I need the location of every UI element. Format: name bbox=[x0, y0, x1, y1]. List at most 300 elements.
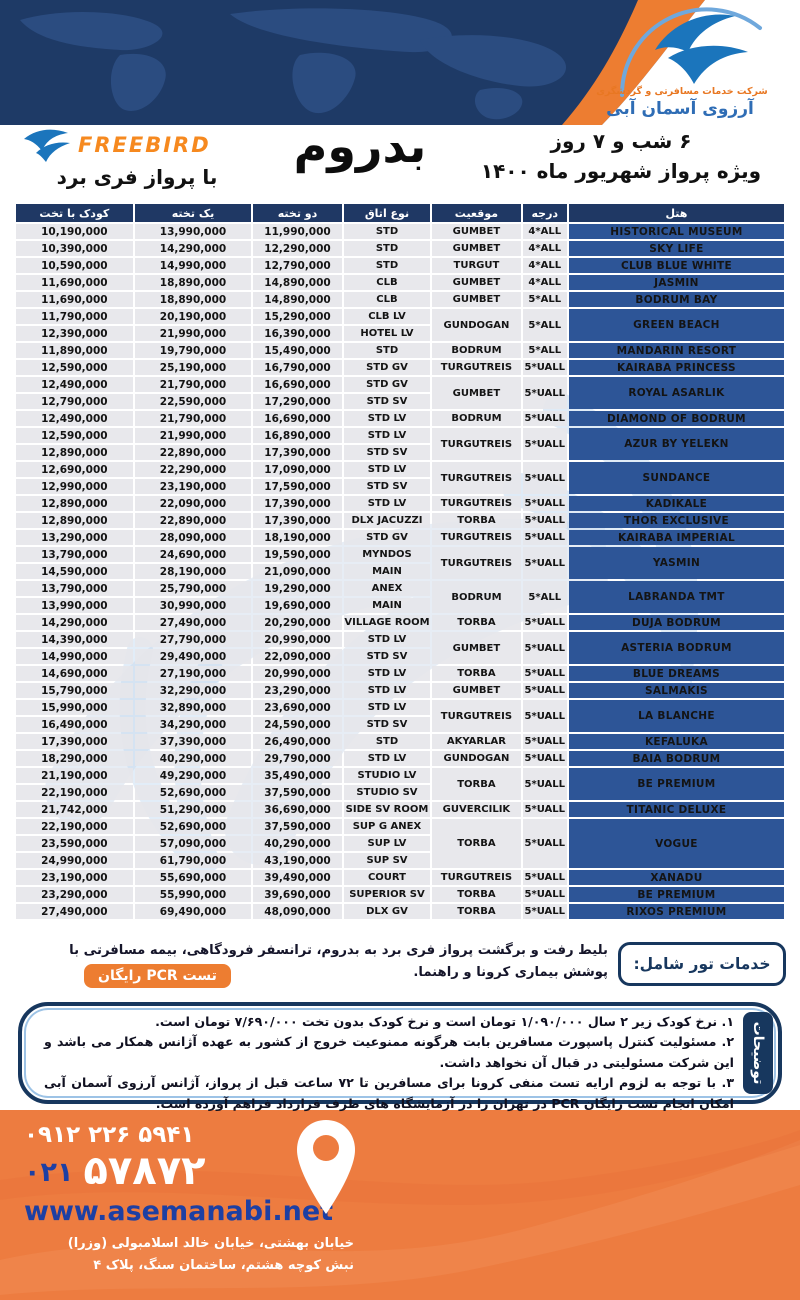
price-single-cell: 27,490,000 bbox=[135, 615, 252, 630]
location-cell: GUMBET bbox=[432, 292, 520, 307]
grade-cell: 5*UALL bbox=[524, 906, 565, 917]
grade-cell: 5*UALL bbox=[523, 377, 567, 409]
price-single-cell: 21,990,000 bbox=[135, 326, 252, 341]
hotel-cell: LABRANDA TMT bbox=[569, 581, 784, 613]
price-double-cell: 17,590,000 bbox=[253, 479, 341, 494]
hotel-cell: MANDARIN RESORT bbox=[569, 343, 784, 358]
services-label-box bbox=[618, 942, 786, 986]
price-single-cell: 21,990,000 bbox=[135, 428, 252, 443]
room-type-cell: STD SV bbox=[344, 479, 430, 494]
tour-month: ویژه پرواز شهریور ماه ۱۴۰۰ bbox=[480, 159, 762, 183]
price-single-cell: 14,990,000 bbox=[135, 258, 252, 273]
note-item-1: ۱. نرخ کودک زیر ۲ سال ۱/۰۹۰/۰۰۰ تومان است و نرخ کودک بدون تخت ۷/۶۹۰/۰۰۰ تومان است. bbox=[155, 1014, 734, 1029]
table-row bbox=[16, 632, 784, 647]
room-type-cell: STD GV bbox=[344, 377, 430, 392]
table-row bbox=[16, 224, 784, 239]
room-type-cell: CLB bbox=[344, 292, 430, 307]
price-child-cell: 14,590,000 bbox=[16, 564, 133, 579]
room-type-cell: DLX JACUZZI bbox=[344, 513, 430, 528]
hotel-cell: SALMAKIS bbox=[569, 683, 784, 698]
grade-cell: 5*UALL bbox=[524, 736, 565, 747]
grade-cell: 5*UALL bbox=[524, 617, 565, 628]
grade-cell: 5*UALL bbox=[524, 685, 565, 696]
grade-cell: 5*ALL bbox=[523, 581, 567, 613]
hotel-cell: AZUR BY YELEKN bbox=[569, 428, 784, 460]
room-type-cell: MYNDOS bbox=[344, 547, 430, 562]
price-child-cell: 12,790,000 bbox=[16, 394, 133, 409]
price-double-cell: 17,390,000 bbox=[253, 445, 341, 460]
price-double-cell: 29,790,000 bbox=[253, 751, 341, 766]
hotel-cell: YASMIN bbox=[569, 547, 784, 579]
agency-company-name: آرزوی آسمان آبی bbox=[606, 99, 754, 119]
location-cell: TURGUTREIS bbox=[432, 428, 520, 460]
hotel-cell: DUJA BODRUM bbox=[569, 615, 784, 630]
price-single-cell: 28,190,000 bbox=[135, 564, 252, 579]
price-child-cell: 21,742,000 bbox=[16, 802, 133, 817]
pcr-free-badge: تست PCR رایگان bbox=[84, 964, 231, 988]
column-header-6: کودک با تخت bbox=[16, 204, 133, 222]
price-double-cell: 18,190,000 bbox=[253, 530, 341, 545]
price-child-cell: 14,290,000 bbox=[16, 615, 133, 630]
price-single-cell: 61,790,000 bbox=[135, 853, 252, 868]
hotel-cell: BE PREMIUM bbox=[569, 768, 784, 800]
location-cell: TURGUTREIS bbox=[432, 547, 520, 579]
room-type-cell: SUPERIOR SV bbox=[344, 887, 430, 902]
price-double-cell: 14,890,000 bbox=[253, 275, 341, 290]
room-type-cell: STD GV bbox=[344, 530, 430, 545]
price-child-cell: 10,390,000 bbox=[16, 241, 133, 256]
table-row bbox=[16, 768, 784, 783]
price-child-cell: 12,890,000 bbox=[16, 513, 133, 528]
price-single-cell: 69,490,000 bbox=[135, 904, 252, 919]
hotel-cell: JASMIN bbox=[569, 275, 784, 290]
grade-cell: 5*UALL bbox=[523, 632, 567, 664]
footer bbox=[0, 1110, 800, 1300]
price-single-cell: 27,190,000 bbox=[135, 666, 252, 681]
price-child-cell: 24,990,000 bbox=[16, 853, 133, 868]
price-child-cell: 23,290,000 bbox=[16, 887, 133, 902]
location-cell: TURGUTREIS bbox=[432, 360, 520, 375]
price-single-cell: 51,290,000 bbox=[135, 802, 252, 817]
hotel-cell: ASTERIA BODRUM bbox=[569, 632, 784, 664]
price-double-cell: 43,190,000 bbox=[253, 853, 341, 868]
price-single-cell: 24,690,000 bbox=[135, 547, 252, 562]
notes-tab bbox=[743, 1012, 773, 1094]
grade-cell: 4*ALL bbox=[523, 275, 567, 290]
hotel-cell: ROYAL ASARLIK bbox=[569, 377, 784, 409]
price-single-cell: 57,090,000 bbox=[135, 836, 252, 851]
price-double-cell: 35,490,000 bbox=[253, 768, 341, 783]
price-single-cell: 40,290,000 bbox=[135, 751, 252, 766]
phone-number: ۵۷۸۷۲ bbox=[83, 1148, 206, 1194]
price-child-cell: 12,490,000 bbox=[16, 411, 133, 426]
location-cell: TURGUTREIS bbox=[432, 870, 520, 885]
price-child-cell: 12,990,000 bbox=[16, 479, 133, 494]
price-double-cell: 23,290,000 bbox=[253, 683, 341, 698]
price-child-cell: 12,890,000 bbox=[16, 496, 133, 511]
price-double-cell: 39,690,000 bbox=[253, 887, 341, 902]
price-child-cell: 13,290,000 bbox=[16, 530, 133, 545]
price-double-cell: 17,090,000 bbox=[253, 462, 341, 477]
room-type-cell: ANEX bbox=[344, 581, 430, 596]
room-type-cell: SUP LV bbox=[344, 836, 430, 851]
destination-title: بدروم bbox=[293, 119, 427, 173]
location-cell: BODRUM bbox=[432, 581, 520, 613]
price-double-cell: 19,290,000 bbox=[253, 581, 341, 596]
table-row bbox=[16, 292, 784, 307]
price-child-cell: 11,690,000 bbox=[16, 292, 133, 307]
location-cell: TURGUTREIS bbox=[432, 700, 520, 732]
grade-cell: 5*UALL bbox=[524, 515, 565, 526]
grade-cell: 5*UALL bbox=[523, 768, 567, 800]
price-child-cell: 18,290,000 bbox=[16, 751, 133, 766]
price-single-cell: 28,090,000 bbox=[135, 530, 252, 545]
price-double-cell: 26,490,000 bbox=[253, 734, 341, 749]
room-type-cell: DLX GV bbox=[344, 904, 430, 919]
price-child-cell: 16,490,000 bbox=[16, 717, 133, 732]
price-child-cell: 13,990,000 bbox=[16, 598, 133, 613]
price-child-cell: 12,590,000 bbox=[16, 360, 133, 375]
column-header-4: دو تخته bbox=[253, 204, 341, 222]
price-single-cell: 21,790,000 bbox=[135, 411, 252, 426]
room-type-cell: SUP SV bbox=[344, 853, 430, 868]
location-cell: BODRUM bbox=[432, 411, 520, 426]
price-child-cell: 23,190,000 bbox=[16, 870, 133, 885]
price-double-cell: 14,890,000 bbox=[253, 292, 341, 307]
price-child-cell: 15,990,000 bbox=[16, 700, 133, 715]
price-double-cell: 48,090,000 bbox=[253, 904, 341, 919]
website-url: www.asemanabi.net bbox=[24, 1196, 334, 1227]
room-type-cell: STD bbox=[344, 734, 430, 749]
note-item-2: ۲. مسئولیت کنترل پاسپورت مسافرین بابت هرگونه ممنوعیت خروج از کشور به عهده آژانس همکار می باشد و این شرکت مسئولیتی در قبال آن نخواهد داشت. bbox=[44, 1034, 734, 1070]
room-type-cell: MAIN bbox=[344, 598, 430, 613]
table-row bbox=[16, 377, 784, 392]
grade-cell: 5*UALL bbox=[524, 532, 565, 543]
price-single-cell: 30,990,000 bbox=[135, 598, 252, 613]
column-header-3: نوع اتاق bbox=[344, 204, 430, 222]
room-type-cell: STD LV bbox=[344, 683, 430, 698]
price-double-cell: 15,290,000 bbox=[253, 309, 341, 324]
agency-company-line: شرکت خدمات مسافرتی و گردشگری bbox=[596, 86, 768, 97]
services-text: بلیط رفت و برگشت پرواز فری برد به بدروم، ترانسفر فرودگاهی، بیمه مسافرتی با پوشش بیماری کرونا و راهنما. bbox=[69, 943, 608, 980]
table-row bbox=[16, 666, 784, 681]
hotel-cell: BODRUM BAY bbox=[569, 292, 784, 307]
location-cell: TORBA bbox=[432, 513, 520, 528]
price-child-cell: 10,190,000 bbox=[16, 224, 133, 239]
location-cell: GUMBET bbox=[432, 241, 520, 256]
location-cell: GUMBET bbox=[432, 377, 520, 409]
table-row bbox=[16, 547, 784, 562]
table-row bbox=[16, 411, 784, 426]
table-row bbox=[16, 360, 784, 375]
price-double-cell: 24,590,000 bbox=[253, 717, 341, 732]
room-type-cell: HOTEL LV bbox=[344, 326, 430, 341]
grade-cell: 5*UALL bbox=[523, 547, 567, 579]
column-header-0: هتل bbox=[569, 204, 784, 222]
price-single-cell: 52,690,000 bbox=[135, 819, 252, 834]
room-type-cell: COURT bbox=[344, 870, 430, 885]
price-single-cell: 18,890,000 bbox=[135, 275, 252, 290]
table-row bbox=[16, 751, 784, 766]
price-double-cell: 19,590,000 bbox=[253, 547, 341, 562]
grade-cell: 5*UALL bbox=[523, 462, 567, 494]
table-row bbox=[16, 309, 784, 324]
price-double-cell: 17,390,000 bbox=[253, 496, 341, 511]
grade-cell: 4*ALL bbox=[523, 258, 567, 273]
price-single-cell: 22,890,000 bbox=[135, 513, 252, 528]
price-single-cell: 22,590,000 bbox=[135, 394, 252, 409]
column-header-1: درجه bbox=[523, 204, 567, 222]
price-single-cell: 32,890,000 bbox=[135, 700, 252, 715]
price-double-cell: 12,790,000 bbox=[253, 258, 341, 273]
price-double-cell: 21,090,000 bbox=[253, 564, 341, 579]
location-cell: GUMBET bbox=[432, 683, 520, 698]
table-row bbox=[16, 887, 784, 902]
location-cell: GUMBET bbox=[432, 275, 520, 290]
location-cell: TORBA bbox=[432, 819, 520, 868]
hotel-cell: KAIRABA PRINCESS bbox=[569, 360, 784, 375]
price-child-cell: 10,590,000 bbox=[16, 258, 133, 273]
price-double-cell: 23,690,000 bbox=[253, 700, 341, 715]
room-type-cell: STD SV bbox=[344, 717, 430, 732]
table-row bbox=[16, 275, 784, 290]
hotel-cell: RIXOS PREMIUM bbox=[569, 904, 784, 919]
hotel-cell: KADIKALE bbox=[569, 496, 784, 511]
grade-cell: 5*UALL bbox=[524, 753, 565, 764]
price-child-cell: 12,690,000 bbox=[16, 462, 133, 477]
price-child-cell: 14,390,000 bbox=[16, 632, 133, 647]
price-child-cell: 22,190,000 bbox=[16, 819, 133, 834]
hotel-cell: THOR EXCLUSIVE bbox=[569, 513, 784, 528]
price-child-cell: 14,690,000 bbox=[16, 666, 133, 681]
room-type-cell: STD SV bbox=[344, 649, 430, 664]
room-type-cell: STD LV bbox=[344, 496, 430, 511]
price-double-cell: 36,690,000 bbox=[253, 802, 341, 817]
price-single-cell: 14,290,000 bbox=[135, 241, 252, 256]
room-type-cell: STD bbox=[344, 224, 430, 239]
price-single-cell: 25,190,000 bbox=[135, 360, 252, 375]
grade-cell: 5*UALL bbox=[524, 872, 565, 883]
note-item-3: ۳. با توجه به لزوم ارایه تست منفی کرونا برای مسافرین تا ۷۲ ساعت قبل از پرواز، آژانس آرزوی آسمان آبی امکان انجام تست رایگان PCR در تهران را در آزمایشگاه های طرف قرارداد فراهم آورده است. bbox=[44, 1075, 735, 1111]
room-type-cell: STD bbox=[344, 258, 430, 273]
grade-cell: 5*UALL bbox=[524, 498, 565, 509]
room-type-cell: STD GV bbox=[344, 360, 430, 375]
mobile-phone: ۰۹۱۲ ۲۲۶ ۵۹۴۱ bbox=[24, 1122, 195, 1148]
hotel-cell: GREEN BEACH bbox=[569, 309, 784, 341]
room-type-cell: STD SV bbox=[344, 445, 430, 460]
table-header-row bbox=[16, 204, 784, 222]
hotel-cell: CLUB BLUE WHITE bbox=[569, 258, 784, 273]
price-double-cell: 40,290,000 bbox=[253, 836, 341, 851]
location-cell: TORBA bbox=[432, 768, 520, 800]
price-child-cell: 12,490,000 bbox=[16, 377, 133, 392]
location-cell: GUMBET bbox=[432, 632, 520, 664]
price-single-cell: 13,990,000 bbox=[135, 224, 252, 239]
services-section bbox=[0, 938, 800, 1000]
hotel-cell: TITANIC DELUXE bbox=[569, 802, 784, 817]
room-type-cell: STD LV bbox=[344, 411, 430, 426]
hotel-cell: BE PREMIUM bbox=[569, 887, 784, 902]
room-type-cell: STD LV bbox=[344, 751, 430, 766]
room-type-cell: CLB bbox=[344, 275, 430, 290]
grade-cell: 5*UALL bbox=[523, 819, 567, 868]
area-code: ۰۲۱ bbox=[24, 1157, 74, 1188]
address-line-2: نبش کوچه هشتم، ساختمان سنگ، پلاک ۴ bbox=[93, 1258, 354, 1273]
grade-cell: 5*ALL bbox=[523, 309, 567, 341]
grade-cell: 4*ALL bbox=[523, 241, 567, 256]
price-child-cell: 17,390,000 bbox=[16, 734, 133, 749]
price-double-cell: 17,290,000 bbox=[253, 394, 341, 409]
table-row bbox=[16, 802, 784, 817]
location-cell: TORBA bbox=[432, 666, 520, 681]
table-row bbox=[16, 904, 784, 919]
price-single-cell: 21,790,000 bbox=[135, 377, 252, 392]
price-single-cell: 29,490,000 bbox=[135, 649, 252, 664]
room-type-cell: STD LV bbox=[344, 700, 430, 715]
price-double-cell: 17,390,000 bbox=[253, 513, 341, 528]
room-type-cell: SUP G ANEX bbox=[344, 819, 430, 834]
hotel-cell: BAIA BODRUM bbox=[569, 751, 784, 766]
table-row bbox=[16, 683, 784, 698]
price-double-cell: 37,590,000 bbox=[253, 785, 341, 800]
table-row bbox=[16, 581, 784, 596]
table-row bbox=[16, 615, 784, 630]
price-double-cell: 11,990,000 bbox=[253, 224, 341, 239]
agency-logo bbox=[573, 8, 788, 120]
price-single-cell: 37,390,000 bbox=[135, 734, 252, 749]
price-single-cell: 52,690,000 bbox=[135, 785, 252, 800]
price-child-cell: 13,790,000 bbox=[16, 581, 133, 596]
tour-dates bbox=[456, 129, 786, 183]
price-single-cell: 19,790,000 bbox=[135, 343, 252, 358]
room-type-cell: SIDE SV ROOM bbox=[345, 804, 429, 815]
table-row bbox=[16, 496, 784, 511]
grade-cell: 5*ALL bbox=[523, 292, 567, 307]
grade-cell: 5*UALL bbox=[523, 700, 567, 732]
price-double-cell: 22,090,000 bbox=[253, 649, 341, 664]
location-cell: BODRUM bbox=[432, 343, 520, 358]
location-cell: TORBA bbox=[432, 615, 520, 630]
price-child-cell: 12,890,000 bbox=[16, 445, 133, 460]
price-double-cell: 12,290,000 bbox=[253, 241, 341, 256]
price-double-cell: 16,890,000 bbox=[253, 428, 341, 443]
price-single-cell: 55,990,000 bbox=[135, 887, 252, 902]
room-type-cell: STD LV bbox=[344, 462, 430, 477]
price-child-cell: 12,390,000 bbox=[16, 326, 133, 341]
price-single-cell: 49,290,000 bbox=[135, 768, 252, 783]
hotel-cell: LA BLANCHE bbox=[569, 700, 784, 732]
price-single-cell: 23,190,000 bbox=[135, 479, 252, 494]
location-cell: TORBA bbox=[432, 887, 520, 902]
price-double-cell: 19,690,000 bbox=[253, 598, 341, 613]
price-single-cell: 55,690,000 bbox=[135, 870, 252, 885]
price-single-cell: 22,290,000 bbox=[135, 462, 252, 477]
subheader bbox=[0, 119, 800, 203]
location-pin-icon bbox=[295, 1118, 357, 1218]
column-header-5: یک تخته bbox=[135, 204, 252, 222]
price-double-cell: 16,690,000 bbox=[253, 377, 341, 392]
address-line-1: خیابان بهشتی، خیابان خالد اسلامبولی (وزرا) bbox=[67, 1236, 354, 1251]
price-child-cell: 21,190,000 bbox=[16, 768, 133, 783]
hotel-cell: VOGUE bbox=[569, 819, 784, 868]
price-child-cell: 11,790,000 bbox=[16, 309, 133, 324]
price-single-cell: 18,890,000 bbox=[135, 292, 252, 307]
hotel-cell: DIAMOND OF BODRUM bbox=[569, 411, 784, 426]
price-single-cell: 20,190,000 bbox=[135, 309, 252, 324]
location-cell: TURGUTREIS bbox=[432, 496, 520, 511]
room-type-cell: MAIN bbox=[344, 564, 430, 579]
location-cell: AKYARLAR bbox=[432, 734, 520, 749]
grade-cell: 5*UALL bbox=[524, 668, 565, 679]
table-row bbox=[16, 258, 784, 273]
room-type-cell: VILLAGE ROOM bbox=[344, 617, 430, 628]
hotel-cell: KAIRABA IMPERIAL bbox=[569, 530, 784, 545]
services-label: خدمات تور شامل: bbox=[633, 955, 771, 973]
grade-cell: 5*UALL bbox=[524, 804, 565, 815]
location-cell: TORBA bbox=[432, 904, 520, 919]
price-table-body bbox=[16, 224, 784, 919]
price-child-cell: 22,190,000 bbox=[16, 785, 133, 800]
table-row bbox=[16, 734, 784, 749]
price-child-cell: 11,690,000 bbox=[16, 275, 133, 290]
grade-cell: 5*UALL bbox=[524, 362, 565, 373]
location-cell: GUNDOGAN bbox=[432, 309, 520, 341]
grade-cell: 5*UALL bbox=[524, 889, 565, 900]
notes-tab-label: توضیحات bbox=[750, 1021, 766, 1085]
hotel-cell: XANADU bbox=[569, 870, 784, 885]
price-double-cell: 16,690,000 bbox=[253, 411, 341, 426]
price-double-cell: 16,790,000 bbox=[253, 360, 341, 375]
notes-box bbox=[18, 1002, 782, 1111]
room-type-cell: STD LV bbox=[344, 666, 430, 681]
room-type-cell: STUDIO LV bbox=[344, 768, 430, 783]
price-single-cell: 27,790,000 bbox=[135, 632, 252, 647]
price-double-cell: 20,990,000 bbox=[253, 632, 341, 647]
price-double-cell: 39,490,000 bbox=[253, 870, 341, 885]
hotel-cell: SKY LIFE bbox=[569, 241, 784, 256]
table-row bbox=[16, 819, 784, 834]
table-row bbox=[16, 462, 784, 477]
table-row bbox=[16, 700, 784, 715]
price-single-cell: 22,890,000 bbox=[135, 445, 252, 460]
price-child-cell: 13,790,000 bbox=[16, 547, 133, 562]
tour-duration: ۶ شب و ۷ روز bbox=[550, 129, 692, 153]
price-double-cell: 20,990,000 bbox=[253, 666, 341, 681]
room-type-cell: STD LV bbox=[344, 632, 430, 647]
notes-body bbox=[44, 1012, 735, 1111]
grade-cell: 4*ALL bbox=[523, 224, 567, 239]
room-type-cell: STD SV bbox=[344, 394, 430, 409]
location-cell: GUNDOGAN bbox=[432, 751, 520, 766]
room-type-cell: STD LV bbox=[344, 428, 430, 443]
column-header-2: موقعیت bbox=[432, 204, 520, 222]
table-row bbox=[16, 513, 784, 528]
price-single-cell: 32,290,000 bbox=[135, 683, 252, 698]
freebird-logo bbox=[22, 127, 252, 189]
table-row bbox=[16, 428, 784, 443]
table-row bbox=[16, 870, 784, 885]
location-cell: TURGUTREIS bbox=[432, 530, 520, 545]
grade-cell: 5*ALL bbox=[523, 343, 567, 358]
price-double-cell: 37,590,000 bbox=[253, 819, 341, 834]
price-single-cell: 25,790,000 bbox=[135, 581, 252, 596]
freebird-bird-icon bbox=[22, 127, 74, 163]
hotel-cell: KEFALUKA bbox=[569, 734, 784, 749]
location-cell: GUVERCILIK bbox=[432, 802, 520, 817]
location-cell: TURGUT bbox=[432, 258, 520, 273]
room-type-cell: STUDIO SV bbox=[344, 785, 430, 800]
room-type-cell: STD bbox=[344, 241, 430, 256]
